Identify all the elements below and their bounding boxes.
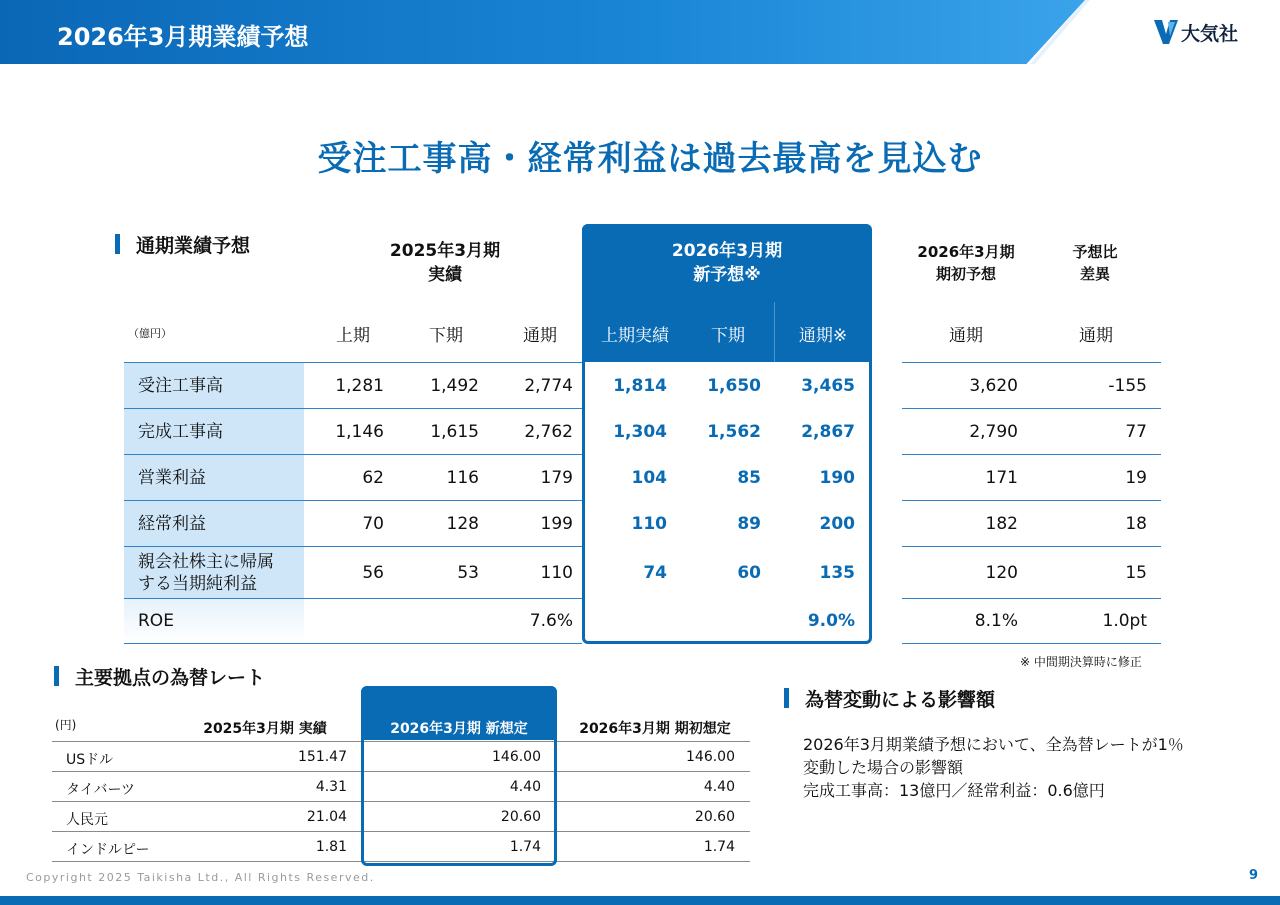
col-group-diff	[1045, 241, 1145, 285]
row-line	[902, 643, 1161, 644]
row-line	[124, 643, 582, 644]
footnote: ※ 中間期決算時に修正	[1020, 655, 1142, 669]
impact-line-1: 2026年3月期業績予想において、全為替レートが1％	[803, 735, 1184, 754]
cell: 15	[1125, 563, 1147, 583]
section-title-impact: 為替変動による影響額	[805, 689, 996, 711]
fx-cell: 151.47	[298, 749, 347, 765]
fx-cell: 21.04	[306, 809, 347, 825]
row-line	[124, 408, 582, 409]
fx-cell: 4.40	[509, 779, 541, 795]
row-label-net-income-line2: する当期純利益	[138, 573, 257, 594]
row-label-roe: ROE	[124, 599, 304, 643]
col-group-fy25-line1: 2025年3月期	[389, 241, 501, 261]
section-marker	[54, 666, 59, 686]
company-logo	[1153, 18, 1238, 46]
fx-cell: 4.31	[315, 779, 347, 795]
fx-row-label: 人民元	[66, 812, 108, 828]
subcol-h1-actual: 上期実績	[601, 326, 669, 346]
cell: 85	[737, 468, 761, 488]
fx-row-label: タイバーツ	[66, 782, 135, 798]
cell: 19	[1125, 468, 1147, 488]
fx-cell: 146.00	[686, 749, 735, 765]
cell: 1,281	[335, 376, 384, 396]
col-group-initial-line1: 2026年3月期	[917, 243, 1015, 261]
fx-cell: 1.74	[509, 839, 541, 855]
fx-row-label: インドルピー	[66, 842, 150, 858]
unit-label: （億円）	[128, 327, 172, 340]
cell: 77	[1125, 422, 1147, 442]
col-group-fy26-line1: 2026年3月期	[671, 241, 783, 261]
page-title: 2026年3月期業績予想	[57, 23, 309, 51]
cell: 110	[631, 514, 667, 534]
row-label-operating-income: 営業利益	[124, 455, 304, 500]
subcol-h1: 上期	[336, 326, 370, 346]
cell: 116	[446, 468, 479, 488]
cell: 3,465	[801, 376, 855, 396]
cell: 1,615	[430, 422, 479, 442]
cell: 89	[737, 514, 761, 534]
logo-icon	[1153, 18, 1179, 46]
logo-text: 大気社	[1181, 22, 1239, 45]
section-marker	[784, 688, 789, 708]
col-group-diff-line2: 差異	[1079, 265, 1110, 283]
row-label-completed: 完成工事高	[124, 409, 304, 454]
fx-cell: 4.40	[703, 779, 735, 795]
cell: -155	[1108, 376, 1147, 396]
col-group-diff-line1: 予想比	[1072, 243, 1118, 261]
impact-text	[803, 733, 1184, 802]
row-line	[124, 454, 582, 455]
col-group-initial	[900, 241, 1032, 285]
row-label-net-income	[124, 547, 304, 598]
fx-unit: (円)	[55, 718, 77, 732]
cell: 135	[819, 563, 855, 583]
row-line	[902, 546, 1161, 547]
row-line	[902, 598, 1161, 599]
fx-cell: 1.74	[703, 839, 735, 855]
section-title-forecast: 通期業績予想	[136, 235, 251, 257]
cell: 128	[446, 514, 479, 534]
cell: 53	[457, 563, 479, 583]
table-header-line-right	[902, 362, 1161, 363]
col-group-fy26-line2: 新予想※	[693, 265, 761, 285]
fx-header-fy26-new: 2026年3月期 新想定	[390, 721, 528, 737]
cell: 1,814	[613, 376, 667, 396]
fx-cell: 20.60	[694, 809, 735, 825]
forecast-highlight-box	[582, 224, 872, 644]
page-number: 9	[1249, 868, 1259, 883]
row-line	[902, 500, 1161, 501]
headline: 受注工事高・経常利益は過去最高を見込む	[317, 139, 983, 179]
cell: 62	[362, 468, 384, 488]
cell: 74	[643, 563, 667, 583]
cell: 2,774	[524, 376, 573, 396]
cell: 110	[540, 563, 573, 583]
fx-cell: 146.00	[492, 749, 541, 765]
cell: 56	[362, 563, 384, 583]
subcol-h2-forecast: 下期	[711, 326, 745, 346]
cell: 2,762	[524, 422, 573, 442]
cell: 200	[819, 514, 855, 534]
cell: 1,492	[430, 376, 479, 396]
cell: 3,620	[969, 376, 1018, 396]
col-group-fy25-line2: 実績	[428, 265, 462, 285]
subcol-initial-full: 通期	[949, 326, 983, 346]
subcol-diff-full: 通期	[1079, 326, 1113, 346]
impact-line-3: 完成工事高：13億円／経常利益：0.6億円	[803, 781, 1105, 800]
impact-line-2: 変動した場合の影響額	[803, 758, 964, 777]
fx-header-fy26-initial: 2026年3月期 期初想定	[579, 721, 731, 737]
fx-highlight-box	[361, 686, 557, 866]
row-label-net-income-line1: 親会社株主に帰属	[138, 551, 274, 572]
footer-bar	[0, 896, 1280, 905]
fx-row-label: USドル	[66, 752, 114, 768]
cell: 1.0pt	[1102, 611, 1147, 631]
fx-cell: 20.60	[500, 809, 541, 825]
section-title-fx: 主要拠点の為替レート	[75, 667, 266, 689]
cell: 104	[631, 468, 667, 488]
fx-header-fy25: 2025年3月期 実績	[203, 721, 327, 737]
cell: 60	[737, 563, 761, 583]
cell: 1,146	[335, 422, 384, 442]
row-line	[124, 598, 582, 599]
row-line	[902, 454, 1161, 455]
cell: 1,650	[707, 376, 761, 396]
cell: 7.6%	[529, 611, 573, 631]
row-label-orders: 受注工事高	[124, 363, 304, 408]
cell: 8.1%	[974, 611, 1018, 631]
cell: 199	[540, 514, 573, 534]
cell: 1,562	[707, 422, 761, 442]
subcol-full: 通期	[523, 326, 557, 346]
header	[0, 0, 1280, 64]
row-label-ordinary-income: 経常利益	[124, 501, 304, 546]
fx-cell: 1.81	[315, 839, 347, 855]
cell: 70	[362, 514, 384, 534]
cell: 171	[985, 468, 1018, 488]
cell: 182	[985, 514, 1018, 534]
cell: 2,867	[801, 422, 855, 442]
cell: 18	[1125, 514, 1147, 534]
row-line	[902, 408, 1161, 409]
row-line	[124, 500, 582, 501]
cell: 9.0%	[807, 611, 855, 631]
cell: 179	[540, 468, 573, 488]
row-line	[124, 546, 582, 547]
subcol-full-forecast: 通期※	[798, 326, 848, 346]
cell: 2,790	[969, 422, 1018, 442]
section-marker	[115, 234, 120, 254]
cell: 1,304	[613, 422, 667, 442]
col-group-initial-line2: 期初予想	[935, 265, 996, 283]
col-group-fy25	[350, 239, 540, 287]
cell: 120	[985, 563, 1018, 583]
subcol-h2: 下期	[429, 326, 463, 346]
copyright: Copyright 2025 Taikisha Ltd., All Rights Reserved.	[26, 871, 375, 884]
cell: 190	[819, 468, 855, 488]
